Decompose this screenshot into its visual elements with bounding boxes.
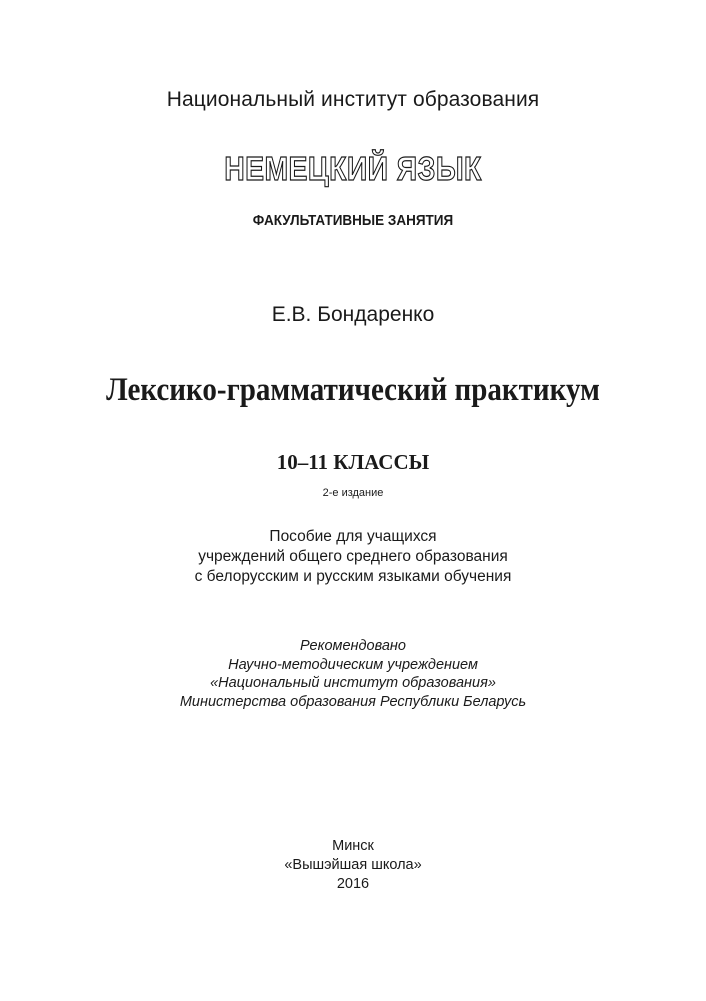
- imprint-year: 2016: [336, 876, 370, 892]
- recommendation-line: Научно-методическим учреждением: [228, 656, 478, 673]
- purpose-line: учреждений общего среднего образования: [198, 548, 508, 565]
- recommendation-line: Министерства образования Республики Беларусь: [179, 693, 527, 710]
- purpose-block: [0, 527, 706, 587]
- recommendation-line: «Национальный институт образования»: [210, 675, 496, 691]
- purpose-line: Пособие для учащихся: [269, 528, 437, 545]
- imprint-block: [0, 837, 706, 894]
- recommendation-line: Рекомендовано: [300, 638, 406, 654]
- purpose-line: с белорусским и русским языками обучения: [194, 568, 512, 585]
- grades-label: 10–11 КЛАССЫ: [276, 450, 430, 474]
- book-title: Лексико-грамматический практикум: [106, 372, 600, 408]
- edition-label: 2-е издание: [322, 487, 384, 499]
- subject-title: НЕМЕЦКИЙ ЯЗЫК: [224, 150, 482, 187]
- author-name: Е.В. Бондаренко: [271, 303, 435, 326]
- course-type: ФАКУЛЬТАТИВНЫЕ ЗАНЯТИЯ: [252, 212, 454, 229]
- recommendation-block: [0, 637, 706, 711]
- publisher-institute: Национальный институт образования: [166, 88, 540, 111]
- imprint-city: Минск: [332, 838, 374, 854]
- imprint-publisher: «Вышэйшая школа»: [284, 857, 422, 873]
